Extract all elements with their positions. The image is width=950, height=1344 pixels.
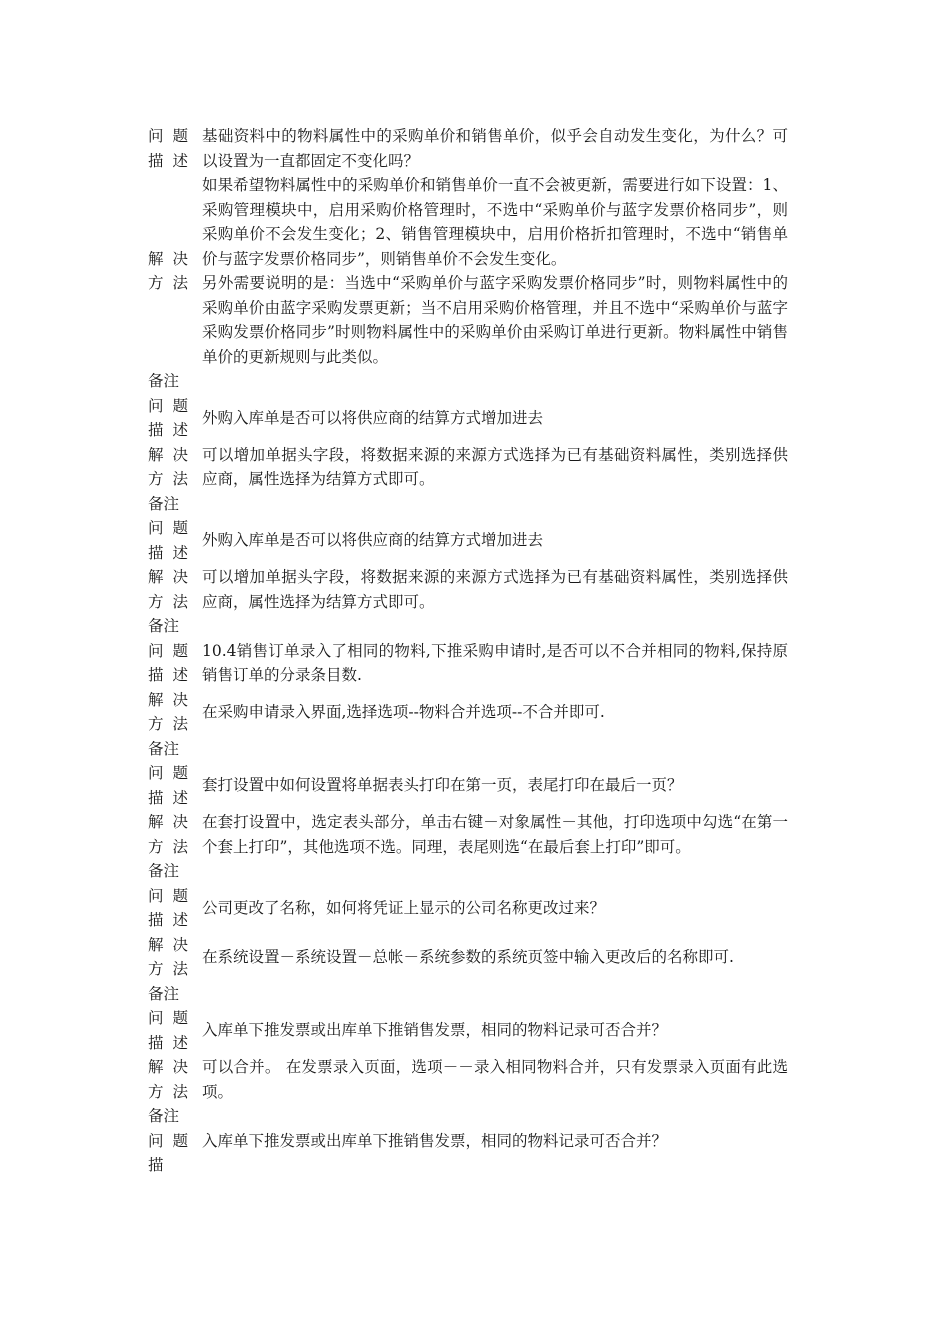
remark-label: 备注 [148, 372, 180, 390]
solution-text: 在采购申请录入界面,选择选项--物料合并选项--不合并即可. [202, 702, 605, 721]
solution-row-4 [148, 688, 788, 737]
problem-row-3 [148, 516, 788, 565]
problem-label: 问题描述 [148, 764, 188, 807]
remark-label: 备注 [148, 494, 180, 513]
problem-label: 问题描述 [148, 127, 188, 170]
problem-label: 问题描述 [148, 641, 188, 684]
remark-label: 备注 [148, 739, 180, 758]
problem-row-7 [148, 1006, 788, 1055]
solution-row-3 [148, 565, 788, 614]
problem-text: 10.4销售订单录入了相同的物料,下推采购申请时,是否可以不合并相同的物料,保持原销售订单的分录条目数. [202, 641, 788, 684]
remark-label: 备注 [148, 984, 180, 1003]
remark-label: 备注 [148, 617, 180, 635]
problem-row-5 [148, 761, 788, 810]
problem-row-1 [148, 124, 788, 173]
solution-label: 解决方法 [148, 690, 188, 733]
solution-label: 解决方法 [148, 568, 188, 611]
remark-label: 备注 [148, 862, 180, 880]
problem-label: 问题描述 [148, 1009, 188, 1052]
problem-label: 问题描 [148, 1131, 188, 1174]
document-page [148, 124, 788, 1178]
problem-row-8 [148, 1129, 788, 1178]
solution-text: 可以增加单据头字段，将数据来源的来源方式选择为已有基础资料属性，类别选择供应商，属性选择为结算方式即可。 [202, 445, 788, 488]
solution-label: 解决方法 [148, 249, 188, 292]
problem-label: 问题描述 [148, 519, 188, 562]
problem-text: 套打设置中如何设置将单据表头打印在第一页，表尾打印在最后一页？ [202, 776, 683, 795]
problem-text: 外购入库单是否可以将供应商的结算方式增加进去 [202, 531, 544, 550]
solution-text: 在系统设置－系统设置－总帐－系统参数的系统页签中输入更改后的名称即可. [202, 947, 734, 966]
solution-paragraph-2: 另外需要说明的是：当选中“采购单价与蓝字采购发票价格同步”时，则物料属性中的采购单价由蓝字采购发票更新；当不启用采购价格管理，并且不选中“采购单价与蓝字采购发票价格同步”时则物料属性中的采购单价由采购订单进行更新。物料属性中销售单价的更新规则与此类似。 [202, 274, 788, 366]
solution-label: 解决方法 [148, 935, 188, 978]
solution-row-2 [148, 443, 788, 492]
solution-label: 解决方法 [148, 813, 188, 856]
problem-row-6 [148, 884, 788, 933]
solution-text: 可以增加单据头字段，将数据来源的来源方式选择为已有基础资料属性，类别选择供应商，属性选择为结算方式即可。 [202, 568, 788, 611]
problem-text: 入库单下推发票或出库单下推销售发票，相同的物料记录可否合并？ [202, 1131, 668, 1150]
problem-row-2 [148, 394, 788, 443]
solution-paragraph-1: 如果希望物料属性中的采购单价和销售单价一直不会被更新，需要进行如下设置：1、采购管理模块中，启用采购价格管理时，不选中“采购单价与蓝字发票价格同步”，则采购单价不会发生变化；2、销售管理模块中，启用价格折扣管理时，不选中“销售单价与蓝字发票价格同步”，则销售单价不会发生变化。 [202, 176, 788, 268]
problem-text: 入库单下推发票或出库单下推销售发票，相同的物料记录可否合并？ [202, 1021, 668, 1040]
solution-row-6 [148, 933, 788, 982]
solution-row-5 [148, 810, 788, 859]
solution-text: 可以合并。 在发票录入页面，选项－－录入相同物料合并，只有发票录入页面有此选项。 [202, 1058, 788, 1101]
solution-text [202, 173, 788, 369]
remark-label: 备注 [148, 1107, 180, 1125]
problem-text: 公司更改了名称，如何将凭证上显示的公司名称更改过来？ [202, 898, 606, 917]
problem-text: 基础资料中的物料属性中的采购单价和销售单价，似乎会自动发生变化，为什么？可以设置为一直都固定不变化吗？ [202, 127, 788, 170]
solution-row-1 [148, 173, 788, 369]
solution-row-7 [148, 1055, 788, 1104]
solution-label: 解决方法 [148, 1058, 188, 1101]
problem-label: 问题描述 [148, 396, 188, 439]
problem-label: 问题描述 [148, 886, 188, 929]
solution-label: 解决方法 [148, 445, 188, 488]
solution-text: 在套打设置中，选定表头部分，单击右键－对象属性－其他，打印选项中勾选“在第一个套上打印”，其他选项不选。同理，表尾则选“在最后套上打印”即可。 [202, 813, 788, 856]
problem-row-4 [148, 639, 788, 688]
problem-text: 外购入库单是否可以将供应商的结算方式增加进去 [202, 408, 544, 427]
